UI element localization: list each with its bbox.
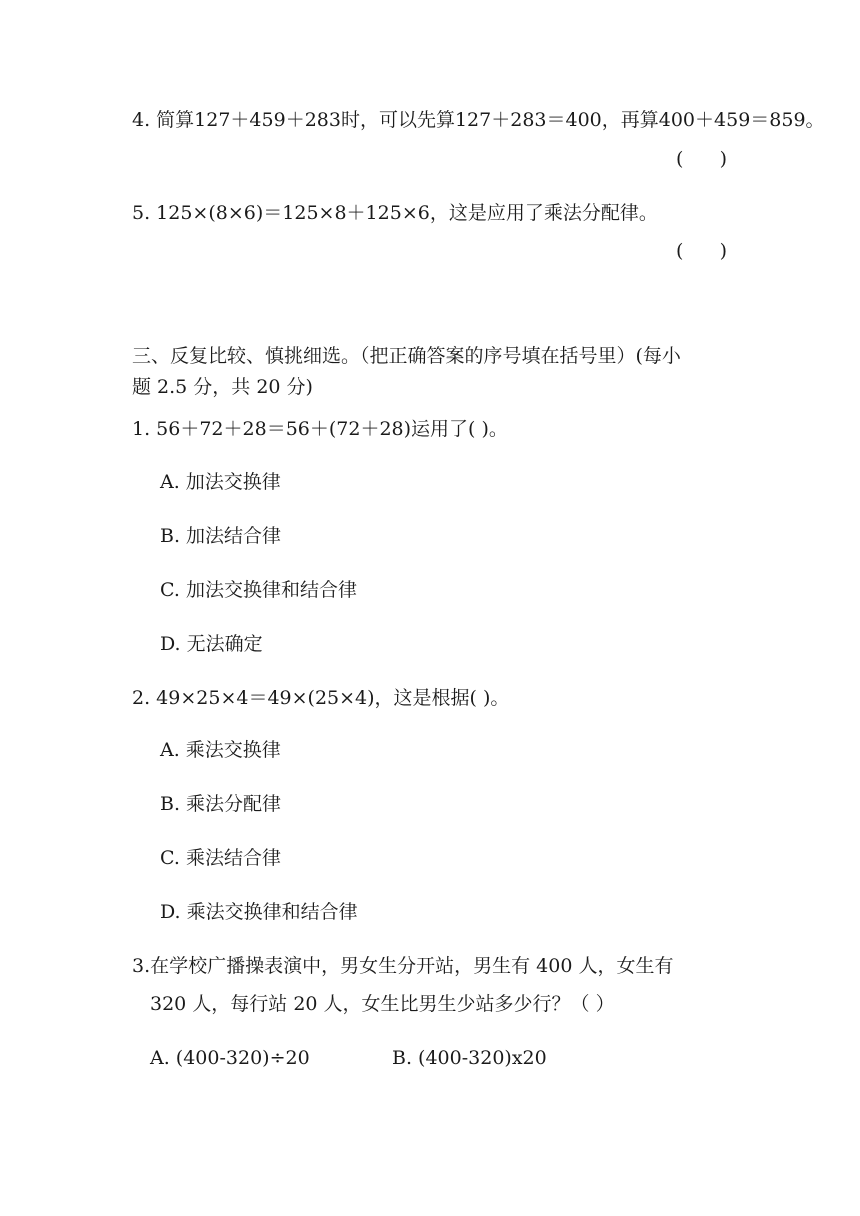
- q3-option-b[interactable]: B. (400-320)x20: [392, 1047, 547, 1069]
- q1-stem: 1. 56＋72＋28＝56＋(72＋28)运用了( )。: [132, 418, 508, 440]
- q2-option-b[interactable]: B. 乘法分配律: [160, 793, 282, 815]
- judgment-q4-answer-bracket[interactable]: ( ): [676, 148, 728, 170]
- q2-stem: 2. 49×25×4＝49×(25×4)，这是根据( )。: [132, 687, 510, 709]
- judgment-q4-text: 4. 简算127＋459＋283时，可以先算127＋283＝400，再算400＋459＝859。: [132, 109, 825, 131]
- judgment-q5-answer-bracket[interactable]: ( ): [676, 240, 728, 262]
- q2-option-a[interactable]: A. 乘法交换律: [160, 739, 281, 761]
- q3-stem-line2: 320 人，每行站 20 人，女生比男生少站多少行？（ ）: [150, 993, 615, 1015]
- q1-option-c[interactable]: C. 加法交换律和结合律: [160, 579, 357, 601]
- q3-stem-line1: 3.在学校广播操表演中，男女生分开站，男生有 400 人，女生有: [132, 955, 674, 977]
- q2-option-c[interactable]: C. 乘法结合律: [160, 847, 281, 869]
- q1-option-a[interactable]: A. 加法交换律: [160, 471, 281, 493]
- section3-heading-line2: 题 2.5 分，共 20 分): [132, 376, 313, 398]
- section3-heading-line1: 三、反复比较、慎挑细选。（把正确答案的序号填在括号里）(每小: [132, 345, 681, 367]
- q1-option-d[interactable]: D. 无法确定: [160, 633, 263, 655]
- q2-option-d[interactable]: D. 乘法交换律和结合律: [160, 901, 358, 923]
- q1-option-b[interactable]: B. 加法结合律: [160, 525, 282, 547]
- judgment-q5-text: 5. 125×(8×6)＝125×8＋125×6，这是应用了乘法分配律。: [132, 202, 658, 224]
- q3-option-a[interactable]: A. (400-320)÷20: [150, 1047, 310, 1069]
